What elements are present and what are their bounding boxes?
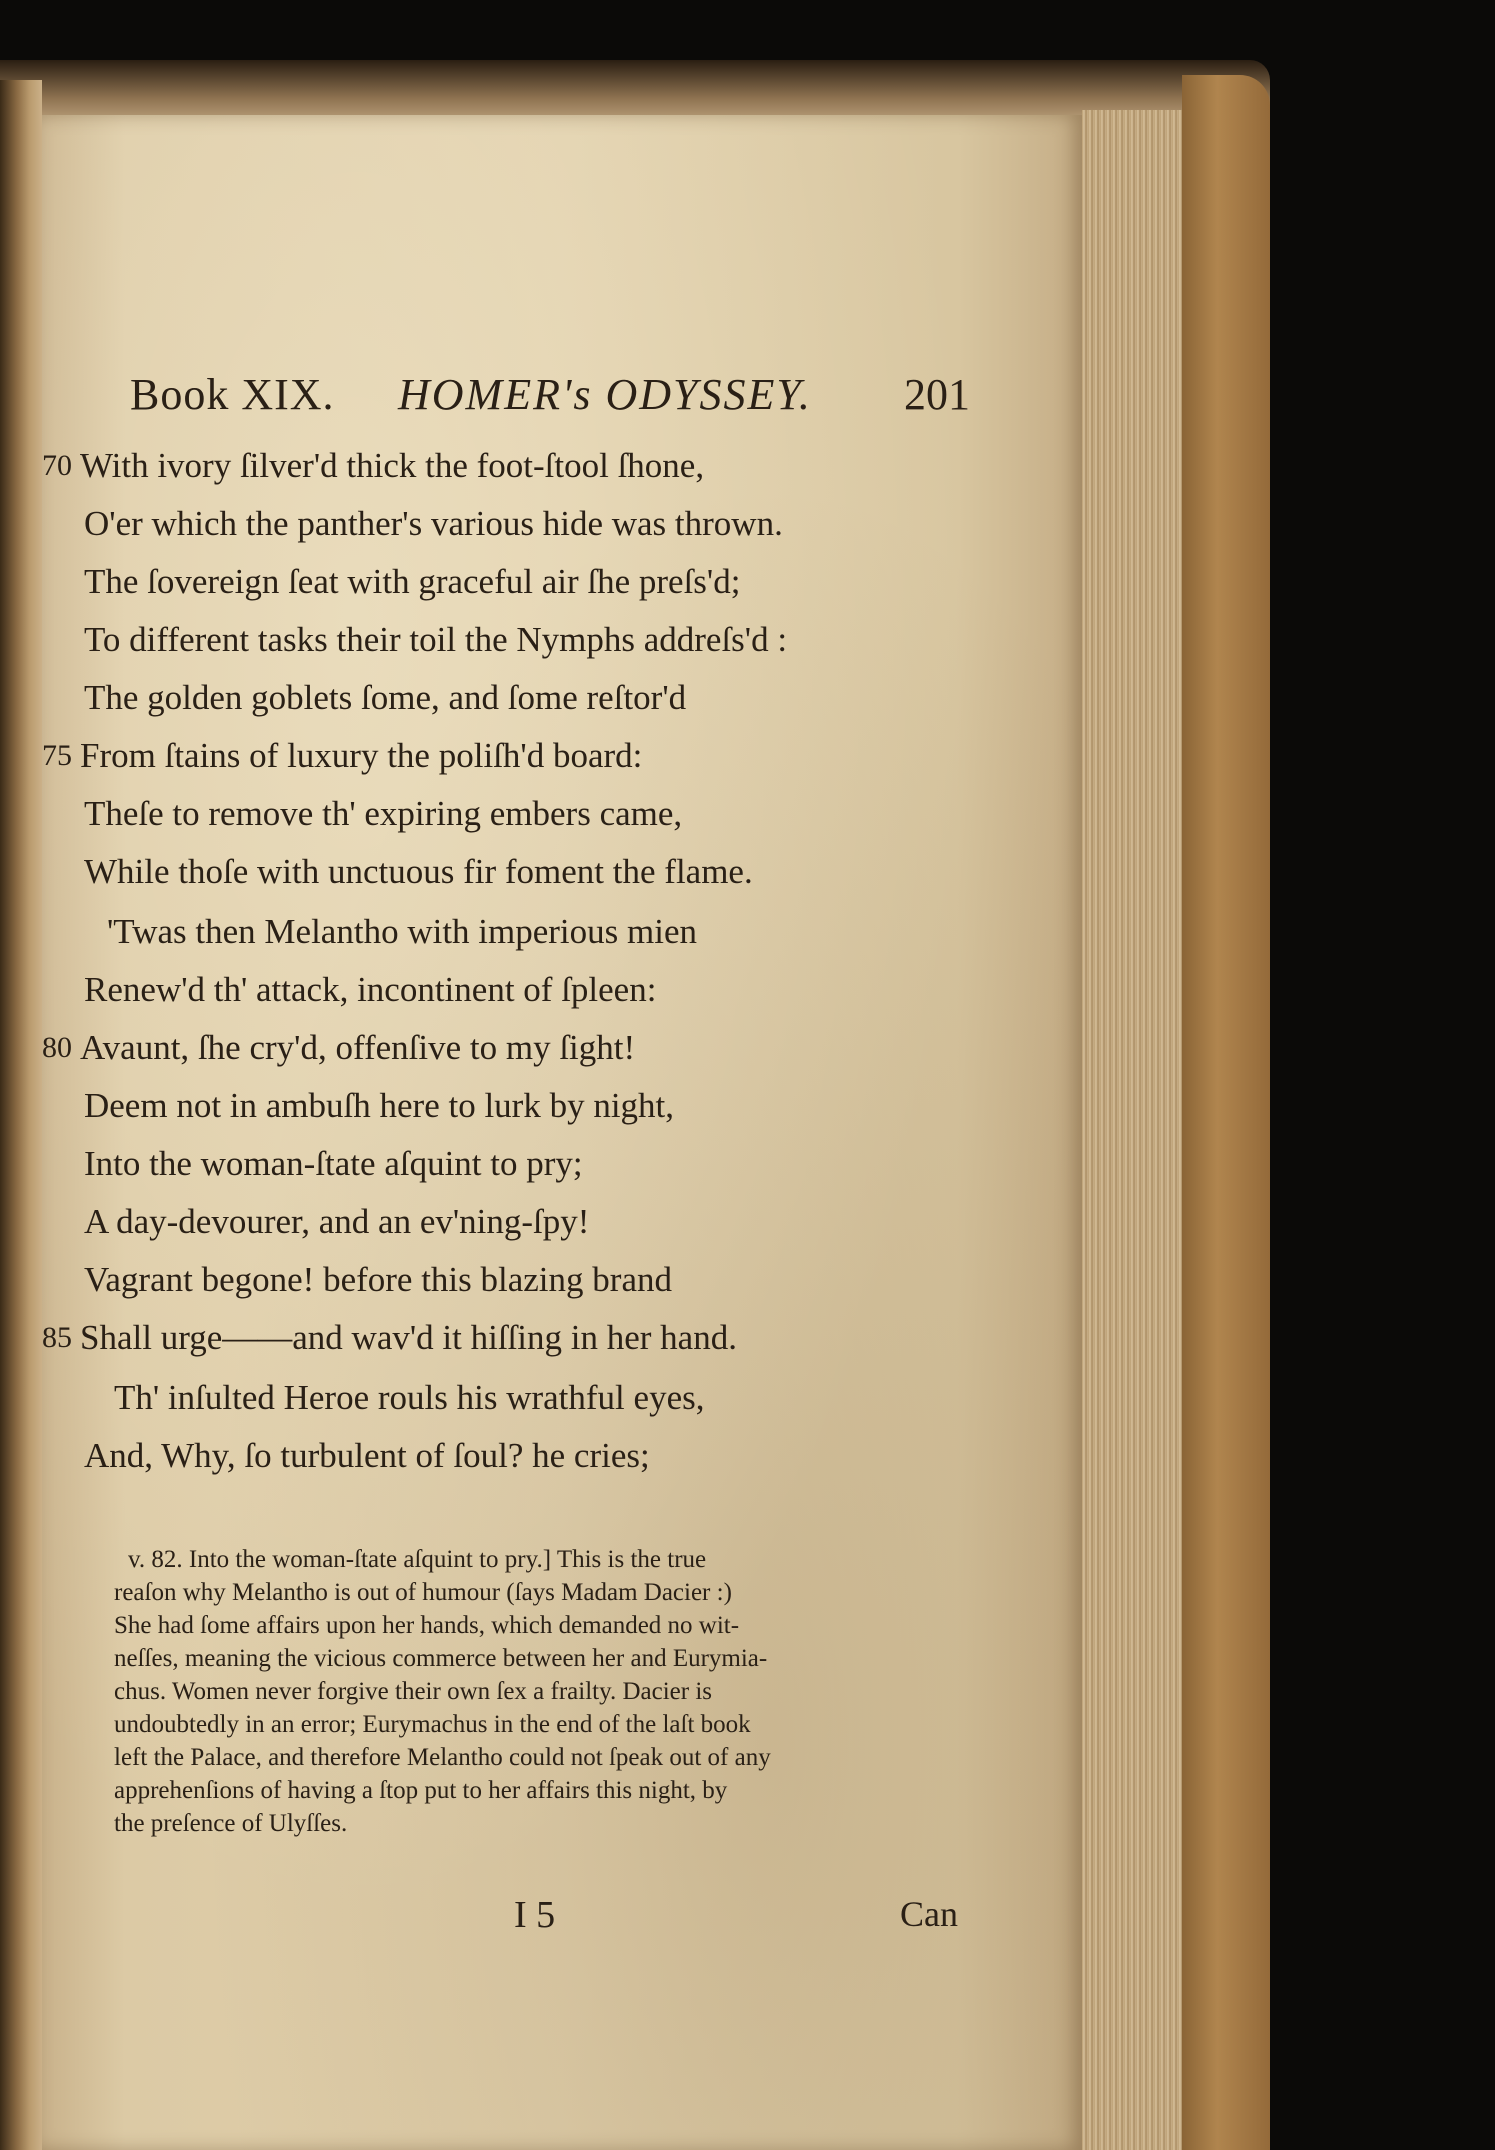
book-cover-edge xyxy=(1182,75,1270,2150)
work-title: HOMER's ODYSSEY. xyxy=(398,370,812,419)
line-number: 85 xyxy=(42,1321,72,1354)
footnote-line: the preſence of Ulyſſes. xyxy=(114,1810,348,1837)
footnote-line: She had ſome affairs upon her hands, which demanded no wit- xyxy=(114,1612,740,1639)
book-binding xyxy=(0,80,42,2150)
verse-text: To different tasks their toil the Nymphs addreſs'd : xyxy=(84,620,788,659)
verse-line xyxy=(42,785,942,843)
verse-line xyxy=(42,611,942,669)
verse-text: And, Why, ſo turbulent of ſoul? he cries; xyxy=(84,1436,650,1475)
verse-line xyxy=(42,437,942,495)
footnote-line: v. 82. Into the woman-ſtate aſquint to pry.] This is the true xyxy=(128,1546,707,1573)
verse-text: O'er which the panther's various hide was thrown. xyxy=(84,504,783,543)
verse-text: The golden goblets ſome, and ſome reſtor'd xyxy=(84,678,687,717)
verse-line xyxy=(42,961,942,1019)
book-number: Book XIX. xyxy=(130,370,335,419)
line-number: 80 xyxy=(42,1031,72,1064)
page-number: 201 xyxy=(904,370,970,419)
verse-line xyxy=(42,1427,942,1485)
line-number: 75 xyxy=(42,739,72,772)
verse-line xyxy=(42,843,942,901)
verse-line xyxy=(42,1135,942,1193)
verse-line xyxy=(42,1309,942,1367)
verse-line xyxy=(42,1019,942,1077)
page-fore-edges xyxy=(1082,110,1182,2150)
verse-line xyxy=(42,669,942,727)
verse-line xyxy=(42,903,942,961)
line-number: 70 xyxy=(42,449,72,482)
signature-mark: I 5 xyxy=(514,1894,556,1936)
running-head xyxy=(130,365,970,425)
verse-text: While thoſe with unctuous fir foment the flame. xyxy=(84,852,753,891)
footnote xyxy=(114,1543,964,1840)
verse-text: Vagrant begone! before this blazing brand xyxy=(84,1260,672,1299)
verse-line xyxy=(42,727,942,785)
verse-text: Shall urge——and wav'd it hiſſing in her hand. xyxy=(80,1318,737,1357)
verse-text: Renew'd th' attack, incontinent of ſpleen: xyxy=(84,970,657,1009)
verse-line xyxy=(42,495,942,553)
footnote-line: undoubtedly in an error; Eurymachus in the end of the laſt book xyxy=(114,1711,751,1738)
verse-line xyxy=(42,1077,942,1135)
catchword: Can xyxy=(900,1894,958,1934)
verse-text: Deem not in ambuſh here to lurk by night, xyxy=(84,1086,675,1125)
verse-text: The ſovereign ſeat with graceful air ſhe preſs'd; xyxy=(84,562,741,601)
verse-text: With ivory ſilver'd thick the foot-ſtool ſhone, xyxy=(80,446,705,485)
verse-line xyxy=(42,1369,942,1427)
verse-line xyxy=(42,1251,942,1309)
footnote-line: left the Palace, and therefore Melantho could not ſpeak out of any xyxy=(114,1744,771,1771)
verse-line xyxy=(42,1193,942,1251)
verse-text: Avaunt, ſhe cry'd, offenſive to my ſight! xyxy=(80,1028,636,1067)
footnote-line: apprehenſions of having a ſtop put to her affairs this night, by xyxy=(114,1777,728,1804)
verse-text: Theſe to remove th' expiring embers came, xyxy=(84,794,683,833)
footnote-line: chus. Women never forgive their own ſex a frailty. Dacier is xyxy=(114,1678,713,1705)
verse-line xyxy=(42,553,942,611)
footnote-line: reaſon why Melantho is out of humour (ſays Madam Dacier :) xyxy=(114,1579,732,1606)
footnote-line: neſſes, meaning the vicious commerce between her and Eurymia- xyxy=(114,1645,768,1672)
book-page xyxy=(42,115,1082,2150)
verse-text: From ſtains of luxury the poliſh'd board: xyxy=(80,736,643,775)
verse-text: Into the woman-ſtate aſquint to pry; xyxy=(84,1144,583,1183)
verse-text: Th' inſulted Heroe rouls his wrathful eyes, xyxy=(114,1378,705,1417)
verse-text: 'Twas then Melantho with imperious mien xyxy=(107,912,698,951)
verse-text: A day-devourer, and an ev'ning-ſpy! xyxy=(84,1202,590,1241)
